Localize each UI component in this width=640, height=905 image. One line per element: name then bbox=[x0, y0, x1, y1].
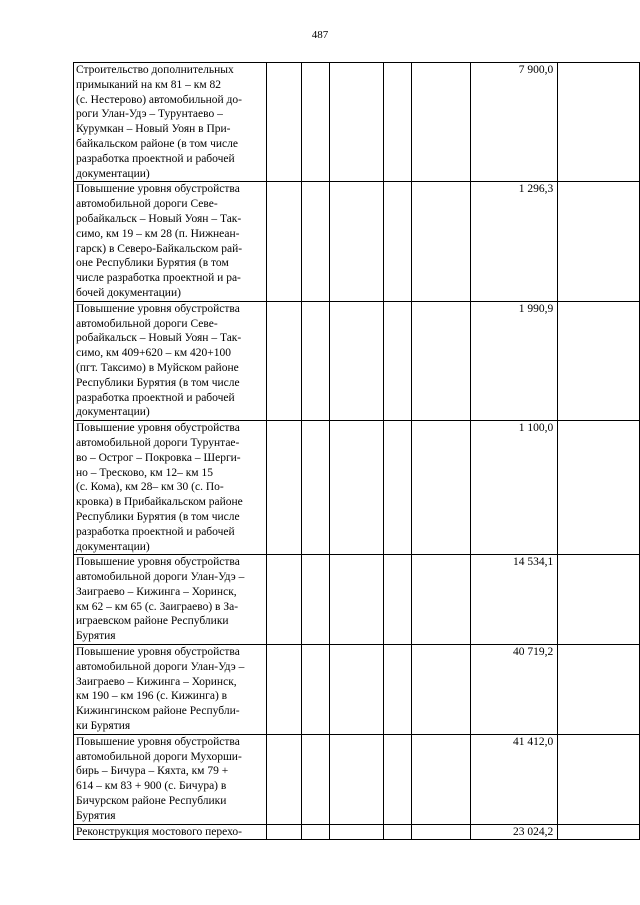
table-row bbox=[74, 734, 640, 824]
empty-cell bbox=[267, 734, 302, 824]
empty-cell bbox=[411, 734, 470, 824]
empty-cell bbox=[267, 63, 302, 182]
row-amount: 7 900,0 bbox=[470, 63, 558, 182]
table-row bbox=[74, 301, 640, 420]
row-amount: 41 412,0 bbox=[470, 734, 558, 824]
row-amount: 1 100,0 bbox=[470, 421, 558, 555]
empty-cell bbox=[558, 63, 640, 182]
empty-cell bbox=[411, 645, 470, 735]
row-amount: 1 990,9 bbox=[470, 301, 558, 420]
empty-cell bbox=[330, 734, 384, 824]
row-description: Повышение уровня обустройства автомобильной дороги Мухорши- бирь – Бичура – Кяхта, км 79 + 614 – км 83 + 900 (с. Бичура) в Бичурском районе Республики Бурятия bbox=[74, 734, 267, 824]
empty-cell bbox=[558, 421, 640, 555]
empty-cell bbox=[558, 824, 640, 840]
row-description: Строительство дополнительных примыканий на км 81 – км 82 (с. Нестерово) автомобильной до- роги Улан-Удэ – Турунтаево – Курумкан – Новый Уоян в При- байкальском районе (в том числе разработка проектной и рабочей документации) bbox=[74, 63, 267, 182]
row-amount: 23 024,2 bbox=[470, 824, 558, 840]
empty-cell bbox=[383, 421, 411, 555]
empty-cell bbox=[411, 824, 470, 840]
budget-table bbox=[73, 62, 640, 840]
empty-cell bbox=[330, 421, 384, 555]
empty-cell bbox=[411, 555, 470, 645]
empty-cell bbox=[330, 555, 384, 645]
empty-cell bbox=[302, 555, 330, 645]
empty-cell bbox=[302, 301, 330, 420]
empty-cell bbox=[383, 555, 411, 645]
table-row bbox=[74, 63, 640, 182]
empty-cell bbox=[267, 421, 302, 555]
table-body bbox=[74, 63, 640, 840]
empty-cell bbox=[383, 734, 411, 824]
empty-cell bbox=[383, 645, 411, 735]
empty-cell bbox=[383, 63, 411, 182]
row-description: Повышение уровня обустройства автомобильной дороги Турунтае- во – Острог – Покровка – Шерги- но – Тресково, км 12– км 15 (с. Кома), км 28– км 30 (с. По- кровка) в Прибайкальском районе Республики Бурятия (в том числе разработка проектной и рабочей документации) bbox=[74, 421, 267, 555]
table-row bbox=[74, 421, 640, 555]
empty-cell bbox=[330, 182, 384, 301]
empty-cell bbox=[302, 63, 330, 182]
empty-cell bbox=[383, 301, 411, 420]
row-description: Повышение уровня обустройства автомобильной дороги Севе- робайкальск – Новый Уоян – Так- симо, км 19 – км 28 (п. Нижнеан- гарск) в Северо-Байкальском рай- оне Республики Бурятия (в том числе разработка проектной и ра- бочей документации) bbox=[74, 182, 267, 301]
empty-cell bbox=[411, 421, 470, 555]
row-description: Повышение уровня обустройства автомобильной дороги Улан-Удэ – Заиграево – Кижинга – Хоринск, км 62 – км 65 (с. Заиграево) в За- играевском районе Республики Бурятия bbox=[74, 555, 267, 645]
empty-cell bbox=[558, 301, 640, 420]
empty-cell bbox=[558, 645, 640, 735]
table-row bbox=[74, 182, 640, 301]
empty-cell bbox=[558, 734, 640, 824]
empty-cell bbox=[411, 301, 470, 420]
empty-cell bbox=[302, 824, 330, 840]
empty-cell bbox=[267, 182, 302, 301]
empty-cell bbox=[267, 824, 302, 840]
empty-cell bbox=[302, 734, 330, 824]
empty-cell bbox=[267, 645, 302, 735]
empty-cell bbox=[302, 645, 330, 735]
empty-cell bbox=[330, 645, 384, 735]
empty-cell bbox=[330, 301, 384, 420]
empty-cell bbox=[558, 555, 640, 645]
table-row bbox=[74, 824, 640, 840]
table-row bbox=[74, 645, 640, 735]
row-description: Повышение уровня обустройства автомобильной дороги Севе- робайкальск – Новый Уоян – Так- симо, км 409+620 – км 420+100 (пгт. Таксимо) в Муйском районе Республики Бурятия (в том числе разработка проектной и рабочей документации) bbox=[74, 301, 267, 420]
empty-cell bbox=[267, 555, 302, 645]
page-number: 487 bbox=[311, 29, 329, 41]
empty-cell bbox=[411, 63, 470, 182]
row-amount: 40 719,2 bbox=[470, 645, 558, 735]
row-description: Повышение уровня обустройства автомобильной дороги Улан-Удэ – Заиграево – Кижинга – Хоринск, км 190 – км 196 (с. Кижинга) в Кижингинском районе Республи- ки Бурятия bbox=[74, 645, 267, 735]
empty-cell bbox=[411, 182, 470, 301]
row-description: Реконструкция мостового перехо- bbox=[74, 824, 267, 840]
empty-cell bbox=[558, 182, 640, 301]
table-row bbox=[74, 555, 640, 645]
empty-cell bbox=[302, 182, 330, 301]
empty-cell bbox=[383, 824, 411, 840]
empty-cell bbox=[330, 63, 384, 182]
empty-cell bbox=[330, 824, 384, 840]
row-amount: 1 296,3 bbox=[470, 182, 558, 301]
row-amount: 14 534,1 bbox=[470, 555, 558, 645]
empty-cell bbox=[302, 421, 330, 555]
empty-cell bbox=[383, 182, 411, 301]
empty-cell bbox=[267, 301, 302, 420]
